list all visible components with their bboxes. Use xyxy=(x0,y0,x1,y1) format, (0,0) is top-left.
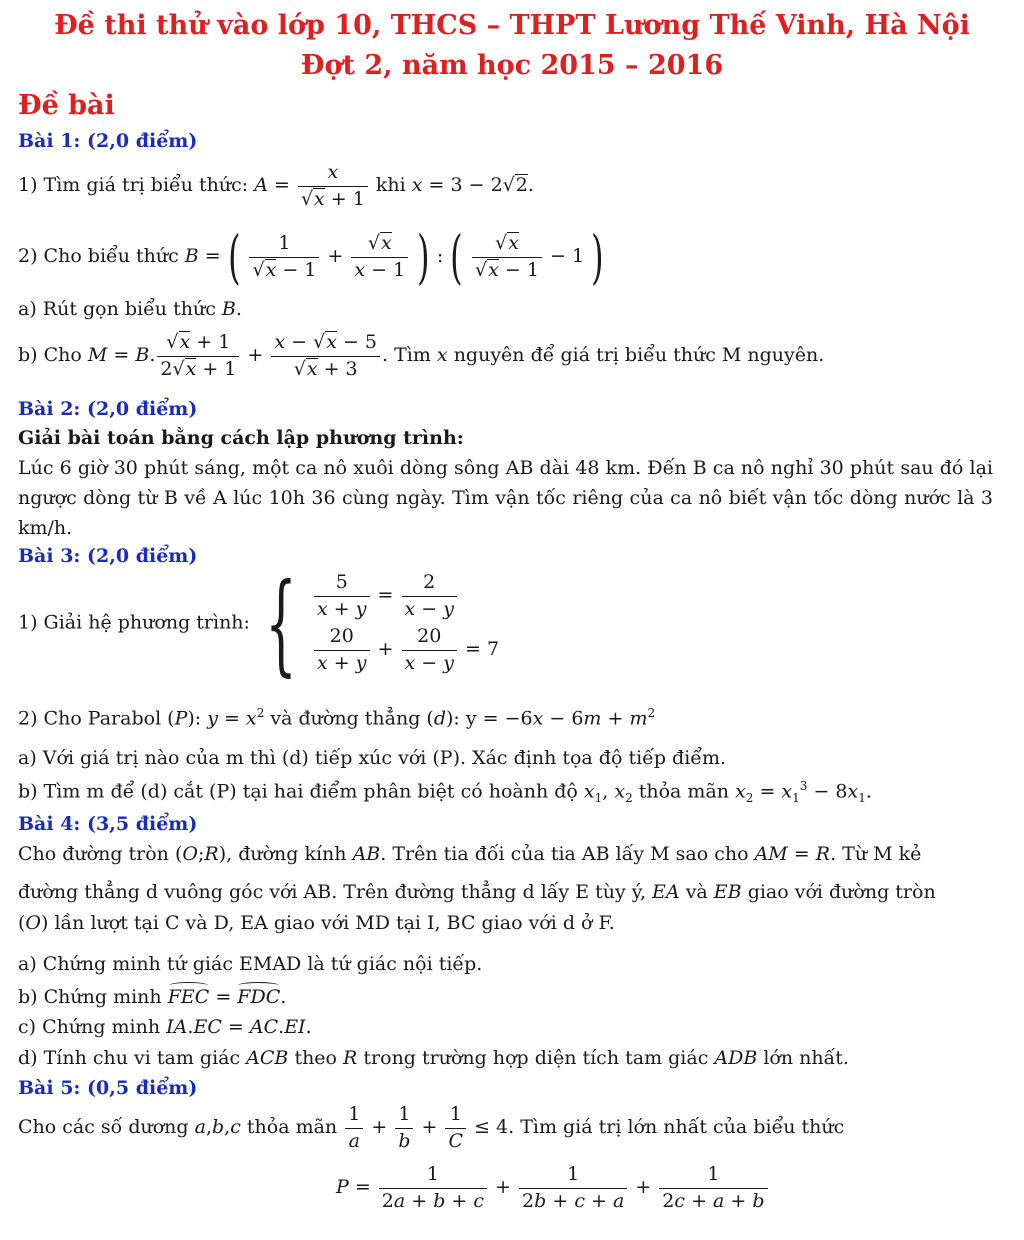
bai3-qb: b) Tìm m để (d) cắt (P) tại hai điểm phân biệt có hoành độ $x_1$, $x_2$ thỏa mãn $x_2 = x_1^3 - 8x_1$. xyxy=(18,779,872,806)
bai4-heading: Bài 4: (3,5 điểm) xyxy=(18,813,198,835)
bai5-condition: Cho các số dương a,b,c thỏa mãn $\frac{1}{a}$ + $\frac{1}{b}$ + $\frac{1}{C}$ ≤ 4. Tìm giá trị lớn nhất của biểu thức xyxy=(18,1103,845,1152)
bai1-q1: 1) Tìm giá trị biểu thức: A = $\frac{x}{√x + 1}$ khi x = 3 − 2√2. xyxy=(18,161,534,210)
bai3-q2: 2) Cho Parabol (P): $y = x^2$ và đường thẳng (d): $y = -6x - 6m + m^2$ xyxy=(18,706,656,730)
bai1-qb: b) Cho M = B. $\frac{√x + 1}{2√x + 1}$ + $\frac{x - √x - 5}{√x + 3}$ . Tìm x nguyên để giá trị biểu thức M nguyên. xyxy=(18,331,825,380)
bai3-qa: a) Với giá trị nào của m thì (d) tiếp xúc với (P). Xác định tọa độ tiếp điểm. xyxy=(18,747,727,769)
bai2-heading: Bài 2: (2,0 điểm) xyxy=(18,398,198,420)
bai2-body: Lúc 6 giờ 30 phút sáng, một ca nô xuôi dòng sông AB dài 48 km. Đến B ca nô nghỉ 30 phút sau đó lại ngược dòng từ B về A lúc 10h 36 cùng ngày. Tìm vận tốc riêng của ca nô biết vận tốc dòng nước là 3 km/h. xyxy=(18,457,993,539)
section-heading: Đề bài xyxy=(18,90,115,121)
bai2-subheading: Giải bài toán bằng cách lập phương trình: xyxy=(18,427,464,449)
bai3-q1: 1) Giải hệ phương trình: { $\frac{5}{x + y}$ = $\frac{2}{x - y}$ $\frac{20}{x + y}$ + $\frac{20}{x - y}$ = 7 xyxy=(18,559,500,688)
bai5-heading: Bài 5: (0,5 điểm) xyxy=(18,1077,198,1099)
bai1-q2: 2) Cho biểu thức B = ( $\frac{1}{√x - 1}$ + $\frac{√x}{x - 1}$ ) : ( $\frac{√x}{√x - 1}$ − 1 ) xyxy=(18,223,604,291)
bai3-heading: Bài 3: (2,0 điểm) xyxy=(18,545,198,567)
bai5-expression: P = $\frac{1}{2a + b + c}$ + $\frac{1}{2b + c + a}$ + $\frac{1}{2c + a + b}$ xyxy=(336,1162,770,1214)
document-title-line2: Đợt 2, năm học 2015 – 2016 xyxy=(300,50,724,81)
document-title-line1: Đề thi thử vào lớp 10, THCS – THPT Lương Thế Vinh, Hà Nội xyxy=(54,10,970,41)
bai4-qc: c) Chứng minh IA.EC = AC.EI. xyxy=(18,1016,312,1038)
bai4-p2: đường thẳng d vuông góc với AB. Trên đường thẳng d lấy E tùy ý, EA và EB giao với đường tròn xyxy=(18,881,936,903)
bai1-heading: Bài 1: (2,0 điểm) xyxy=(18,130,198,152)
bai4-qb: b) Chứng minh FEC = FDC. xyxy=(18,986,287,1008)
bai1-qa: a) Rút gọn biểu thức B. xyxy=(18,298,242,320)
bai4-p1: Cho đường tròn (O;R), đường kính AB. Trên tia đối của tia AB lấy M sao cho AM = R. Từ M kẻ xyxy=(18,843,922,865)
bai4-p3: (O) lần lượt tại C và D, EA giao với MD tại I, BC giao với d ở F. xyxy=(18,912,615,934)
bai4-qa: a) Chứng minh tứ giác EMAD là tứ giác nội tiếp. xyxy=(18,953,483,975)
bai4-qd: d) Tính chu vi tam giác ACB theo R trong trường hợp diện tích tam giác ADB lớn nhất. xyxy=(18,1047,849,1069)
